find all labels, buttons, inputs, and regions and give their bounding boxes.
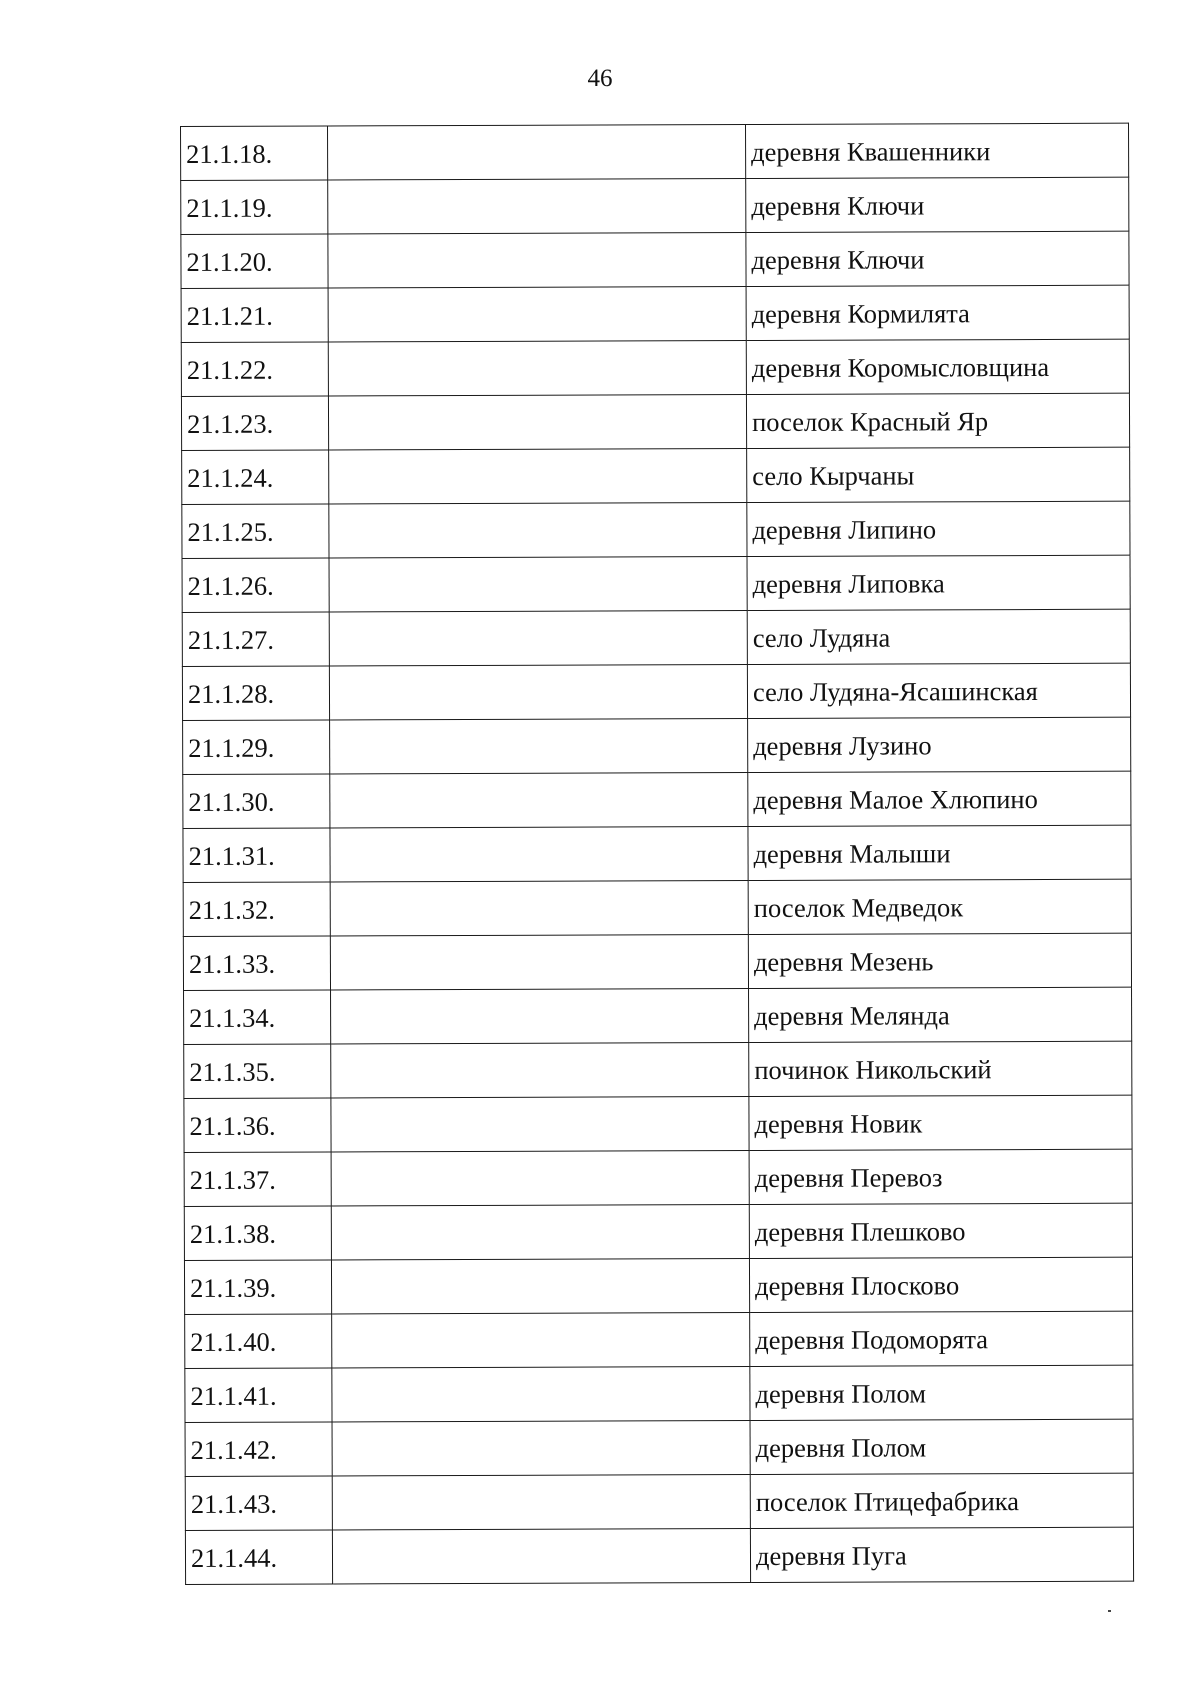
empty-cell [329,503,747,558]
settlement-name-cell: деревня Плешково [749,1203,1132,1258]
empty-cell [331,1205,749,1260]
empty-cell [330,881,748,936]
settlement-name-cell: село Лудяна-Ясашинская [747,663,1130,718]
row-number-cell: 21.1.29. [183,720,330,775]
empty-cell [331,1259,749,1314]
page-number: 46 [587,65,613,92]
table-row [185,1419,1133,1476]
table-row [184,1203,1132,1260]
empty-cell [329,611,747,666]
empty-cell [328,125,746,180]
table-row [185,1311,1133,1368]
empty-cell [328,341,746,396]
empty-cell [328,179,746,234]
settlement-name-cell: деревня Новик [749,1095,1132,1150]
empty-cell [330,719,748,774]
row-number-cell: 21.1.19. [181,180,328,235]
table-row [182,555,1130,612]
table-row [183,717,1131,774]
table-row [181,123,1129,180]
empty-cell [328,287,746,342]
settlement-name-cell: деревня Липино [747,501,1130,556]
empty-cell [332,1313,750,1368]
row-number-cell: 21.1.18. [181,126,328,181]
empty-cell [329,665,747,720]
settlement-name-cell: деревня Малое Хлюпино [748,771,1131,826]
row-number-cell: 21.1.39. [184,1260,331,1315]
empty-cell [328,395,746,450]
settlement-name-cell: деревня Мезень [748,933,1131,988]
row-number-cell: 21.1.42. [185,1422,332,1477]
empty-cell [332,1367,750,1422]
empty-cell [332,1421,750,1476]
row-number-cell: 21.1.31. [183,828,330,883]
settlement-name-cell: село Лудяна [747,609,1130,664]
table-row [181,393,1129,450]
table-row [182,501,1130,558]
settlement-name-cell: поселок Птицефабрика [750,1473,1133,1528]
settlement-name-cell: деревня Пуга [750,1527,1133,1582]
table-row [183,933,1131,990]
table-row [181,177,1129,234]
settlement-name-cell: деревня Кормилята [746,285,1129,340]
row-number-cell: 21.1.26. [182,558,329,613]
settlement-name-cell: деревня Малыши [748,825,1131,880]
empty-cell [332,1529,750,1584]
settlement-name-cell: поселок Медведок [748,879,1131,934]
settlement-name-cell: поселок Красный Яр [746,393,1129,448]
settlement-name-cell: село Кырчаны [747,447,1130,502]
settlement-name-cell: деревня Ключи [746,177,1129,232]
table-row [184,1095,1132,1152]
settlement-name-cell: деревня Ключи [746,231,1129,286]
row-number-cell: 21.1.20. [181,234,328,289]
row-number-cell: 21.1.30. [183,774,330,829]
settlement-name-cell: деревня Перевоз [749,1149,1132,1204]
row-number-cell: 21.1.28. [182,666,329,721]
settlement-name-cell: деревня Липовка [747,555,1130,610]
row-number-cell: 21.1.40. [185,1314,332,1369]
row-number-cell: 21.1.27. [182,612,329,667]
row-number-cell: 21.1.43. [185,1476,332,1531]
settlement-name-cell: деревня Полом [750,1419,1133,1474]
settlement-name-cell: деревня Квашенники [745,123,1128,178]
table-row [183,771,1131,828]
settlement-name-cell: деревня Лузино [748,717,1131,772]
row-number-cell: 21.1.25. [182,504,329,559]
table-row [182,447,1130,504]
settlement-name-cell: деревня Коромысловщина [746,339,1129,394]
row-number-cell: 21.1.21. [181,288,328,343]
table-row [183,825,1131,882]
table-row [185,1365,1133,1422]
row-number-cell: 21.1.36. [184,1098,331,1153]
row-number-cell: 21.1.38. [184,1206,331,1261]
table-row [184,1149,1132,1206]
settlement-name-cell: деревня Полом [750,1365,1133,1420]
row-number-cell: 21.1.24. [182,450,329,505]
row-number-cell: 21.1.32. [183,882,330,937]
empty-cell [331,1097,749,1152]
settlement-name-cell: деревня Подоморята [750,1311,1133,1366]
row-number-cell: 21.1.34. [184,990,331,1045]
empty-cell [332,1475,750,1530]
row-number-cell: 21.1.22. [181,342,328,397]
empty-cell [331,1043,749,1098]
settlements-table-container [180,123,1123,1585]
settlement-name-cell: починок Никольский [749,1041,1132,1096]
table-row [182,609,1130,666]
row-number-cell: 21.1.33. [183,936,330,991]
table-row [181,231,1129,288]
table-row [185,1473,1133,1530]
settlement-name-cell: деревня Плосково [749,1257,1132,1312]
settlement-name-cell: деревня Мелянда [749,987,1132,1042]
row-number-cell: 21.1.44. [185,1530,332,1585]
table-row [184,1041,1132,1098]
empty-cell [330,935,748,990]
row-number-cell: 21.1.41. [185,1368,332,1423]
table-row [185,1527,1133,1584]
row-number-cell: 21.1.23. [181,396,328,451]
table-row [184,987,1132,1044]
empty-cell [330,773,748,828]
table-row [181,285,1129,342]
table-row [184,1257,1132,1314]
table-body [181,123,1134,1584]
empty-cell [329,449,747,504]
empty-cell [330,827,748,882]
table-row [181,339,1129,396]
settlements-table [180,123,1134,1585]
row-number-cell: 21.1.37. [184,1152,331,1207]
empty-cell [329,557,747,612]
table-row [182,663,1130,720]
row-number-cell: 21.1.35. [184,1044,331,1099]
table-row [183,879,1131,936]
empty-cell [328,233,746,288]
empty-cell [331,989,749,1044]
scan-speck [1108,1610,1111,1612]
empty-cell [331,1151,749,1206]
